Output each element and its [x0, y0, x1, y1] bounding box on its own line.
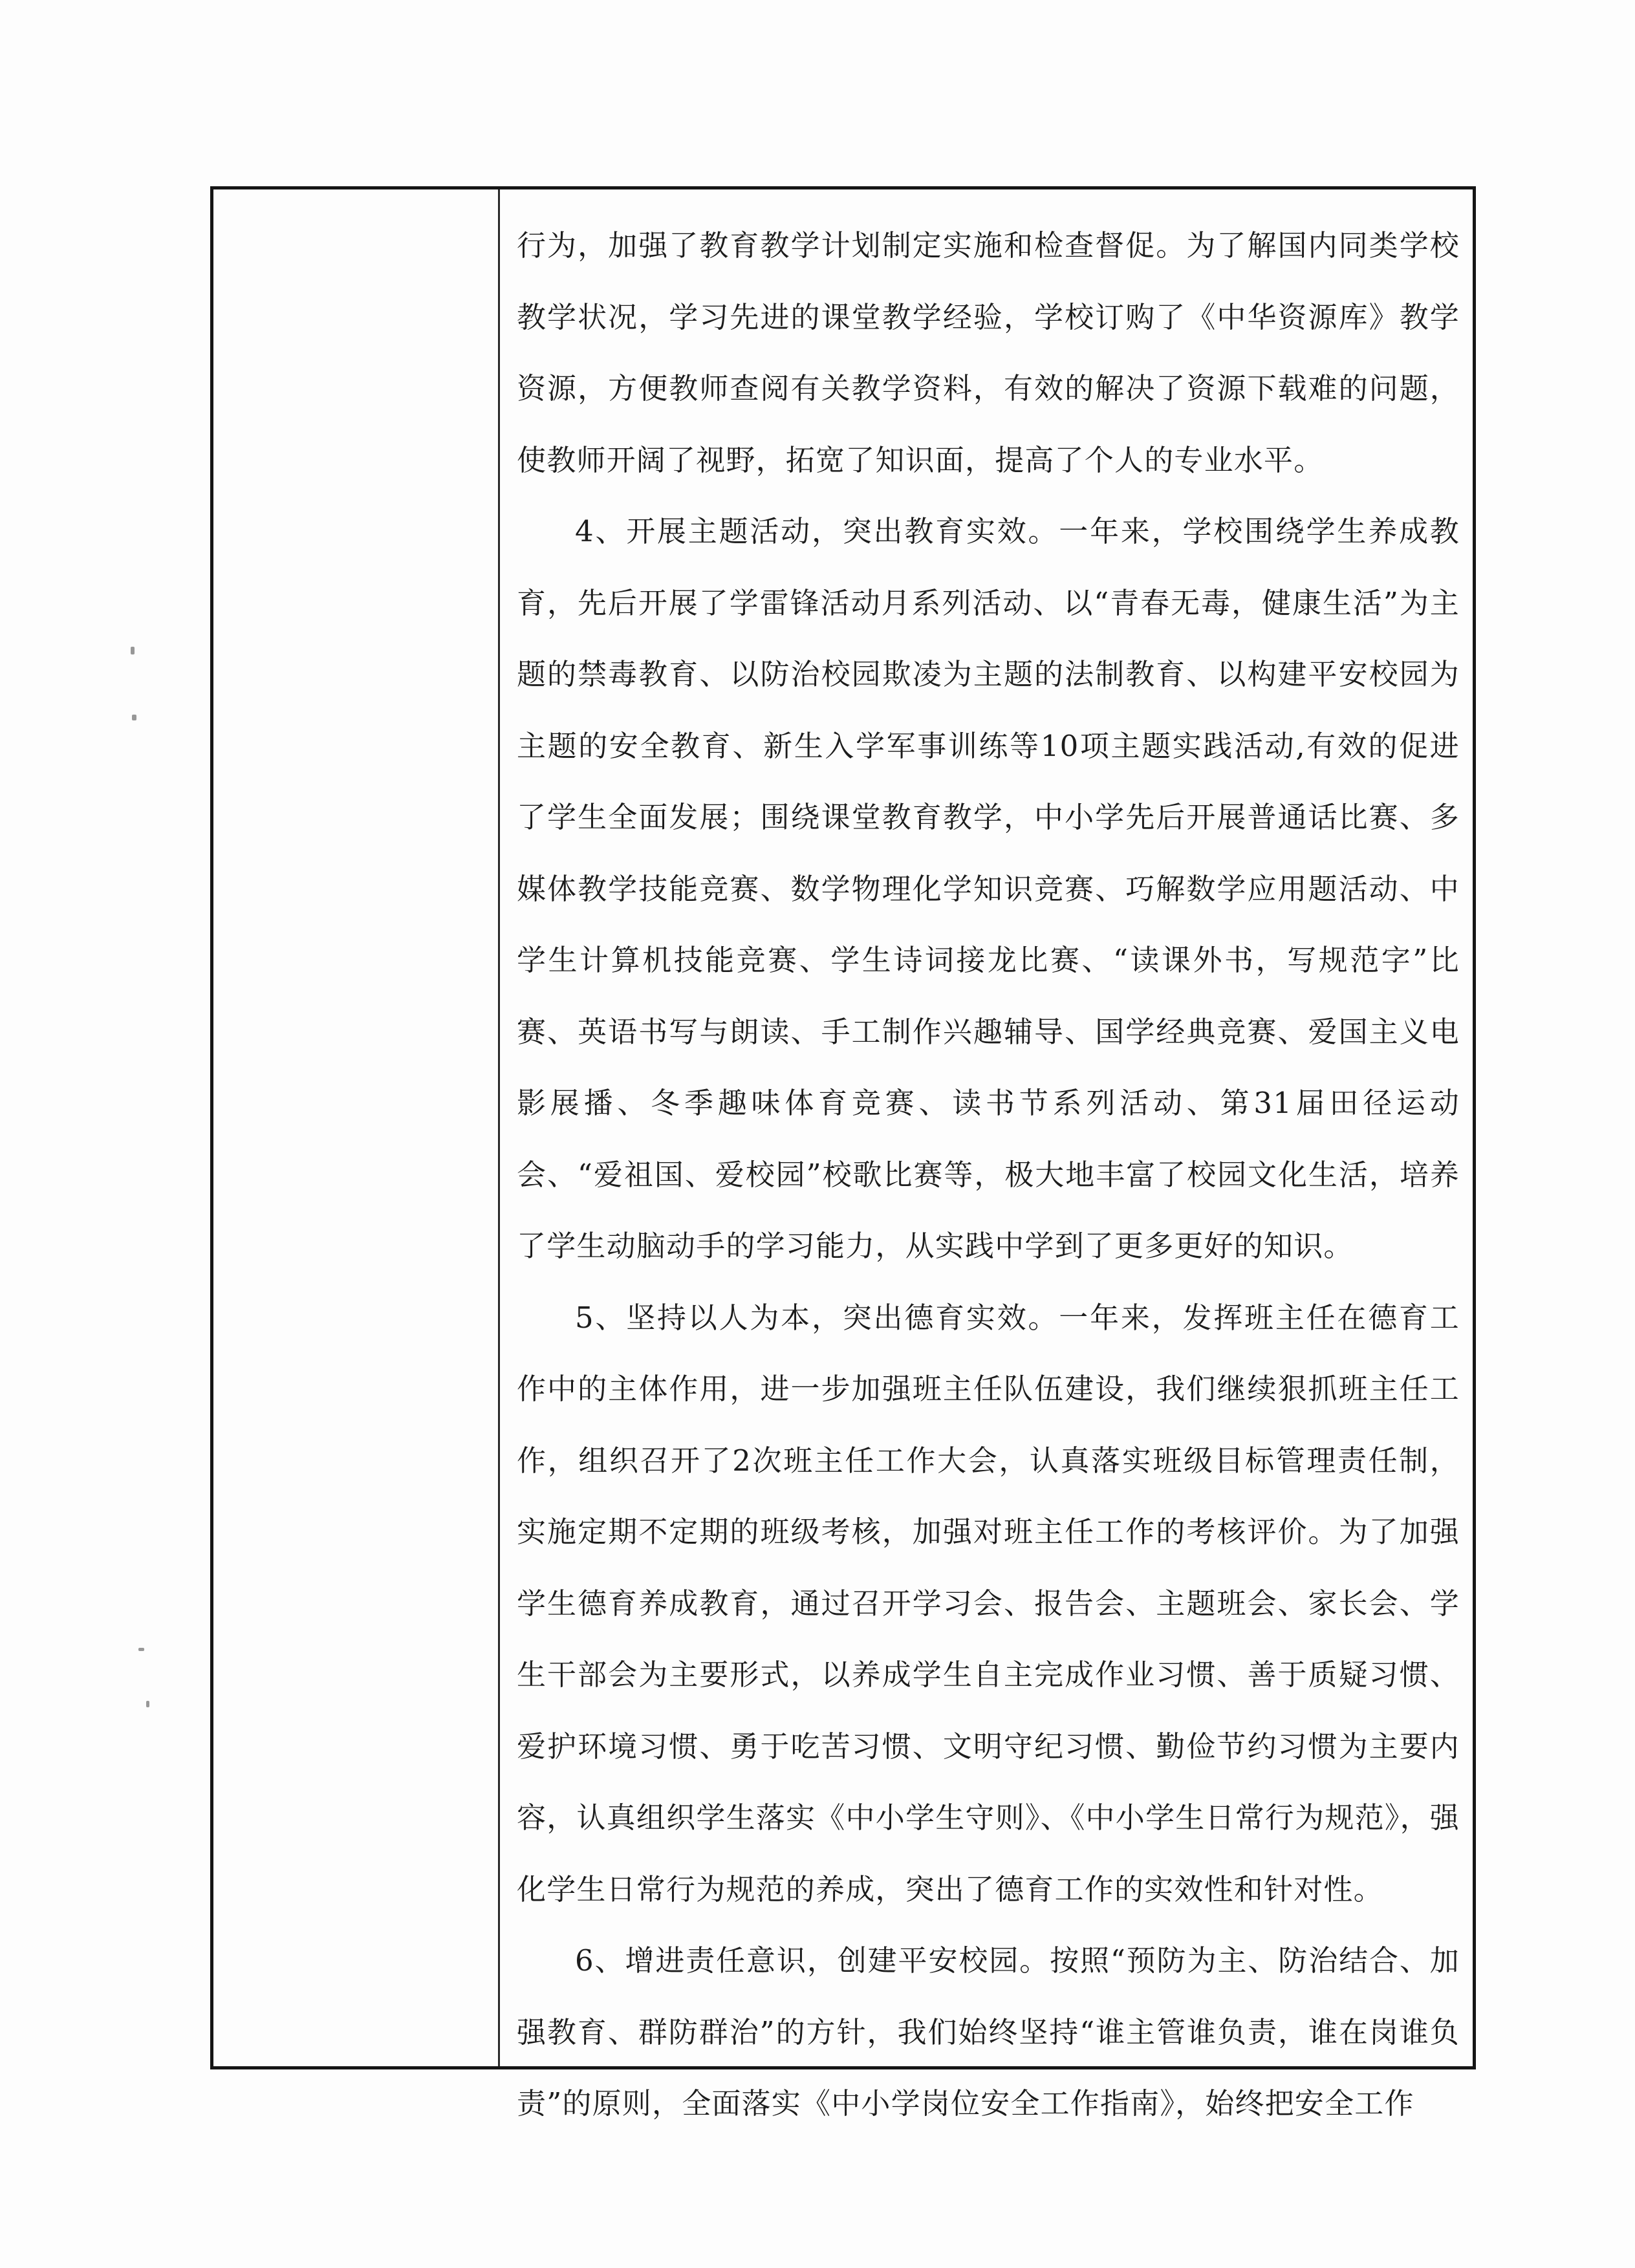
scan-speck — [146, 1701, 149, 1707]
table-label-column — [213, 189, 500, 2066]
paragraph-moral-education: 5、坚持以人为本，突出德育实效。一年来，发挥班主任在德育工作中的主体作用，进一步加强班主任队伍建设，我们继续狠抓班主任工作，组织召开了2次班主任工作大会，认真落实班级目标管理责任制，实施定期不定期的班级考核，加强对班主任工作的考核评价。为了加强学生德育养成教育，通过召开学习会、报告会、主题班会、家长会、学生干部会为主要形式，以养成学生自主完成作业习惯、善于质疑习惯、爱护环境习惯、勇于吃苦习惯、文明守纪习惯、勤俭节约习惯为主要内容，认真组织学生落实《中小学生守则》、《中小学生日常行为规范》，强化学生日常行为规范的养成，突出了德育工作的实效性和针对性。 — [517, 1300, 1460, 1906]
paragraph-teaching-resources: 行为，加强了教育教学计划制定实施和检查督促。为了解国内同类学校教学状况，学习先进的课堂教学经验，学校订购了《中华资源库》教学资源，方便教师查阅有关教学资料，有效的解决了资源下载难的问题，使教师开阔了视野，拓宽了知识面，提高了个人的专业水平。 — [517, 228, 1460, 477]
paragraph-theme-activities: 4、开展主题活动，突出教育实效。一年来，学校围绕学生养成教育，先后开展了学雷锋活动月系列活动、以“青春无毒，健康生活”为主题的禁毒教育、以防治校园欺凌为主题的法制教育、以构建平安校园为主题的安全教育、新生入学军事训练等10项主题实践活动,有效的促进了学生全面发展；围绕课堂教育教学，中小学先后开展普通话比赛、多媒体教学技能竞赛、数学物理化学知识竞赛、巧解数学应用题活动、中学生计算机技能竞赛、学生诗词接龙比赛、“读课外书，写规范字”比赛、英语书写与朗读、手工制作兴趣辅导、国学经典竞赛、爱国主义电影展播、冬季趣味体育竞赛、读书节系列活动、第31届田径运动会、“爱祖国、爱校园”校歌比赛等，极大地丰富了校园文化生活，培养了学生动脑动手的学习能力，从实践中学到了更多更好的知识。 — [517, 514, 1460, 1263]
table-content-column — [500, 189, 1473, 2121]
scan-speck — [132, 715, 136, 720]
scan-speck — [131, 647, 135, 654]
scan-speck — [138, 1648, 144, 1651]
report-table — [210, 186, 1476, 2121]
paragraph-safe-campus: 6、增进责任意识，创建平安校园。按照“预防为主、防治结合、加强教育、群防群治”的方针，我们始终坚持“谁主管谁负责，谁在岗谁负责”的原则，全面落实《中小学岗位安全工作指南》，始终把安全工作 — [517, 1943, 1460, 2121]
